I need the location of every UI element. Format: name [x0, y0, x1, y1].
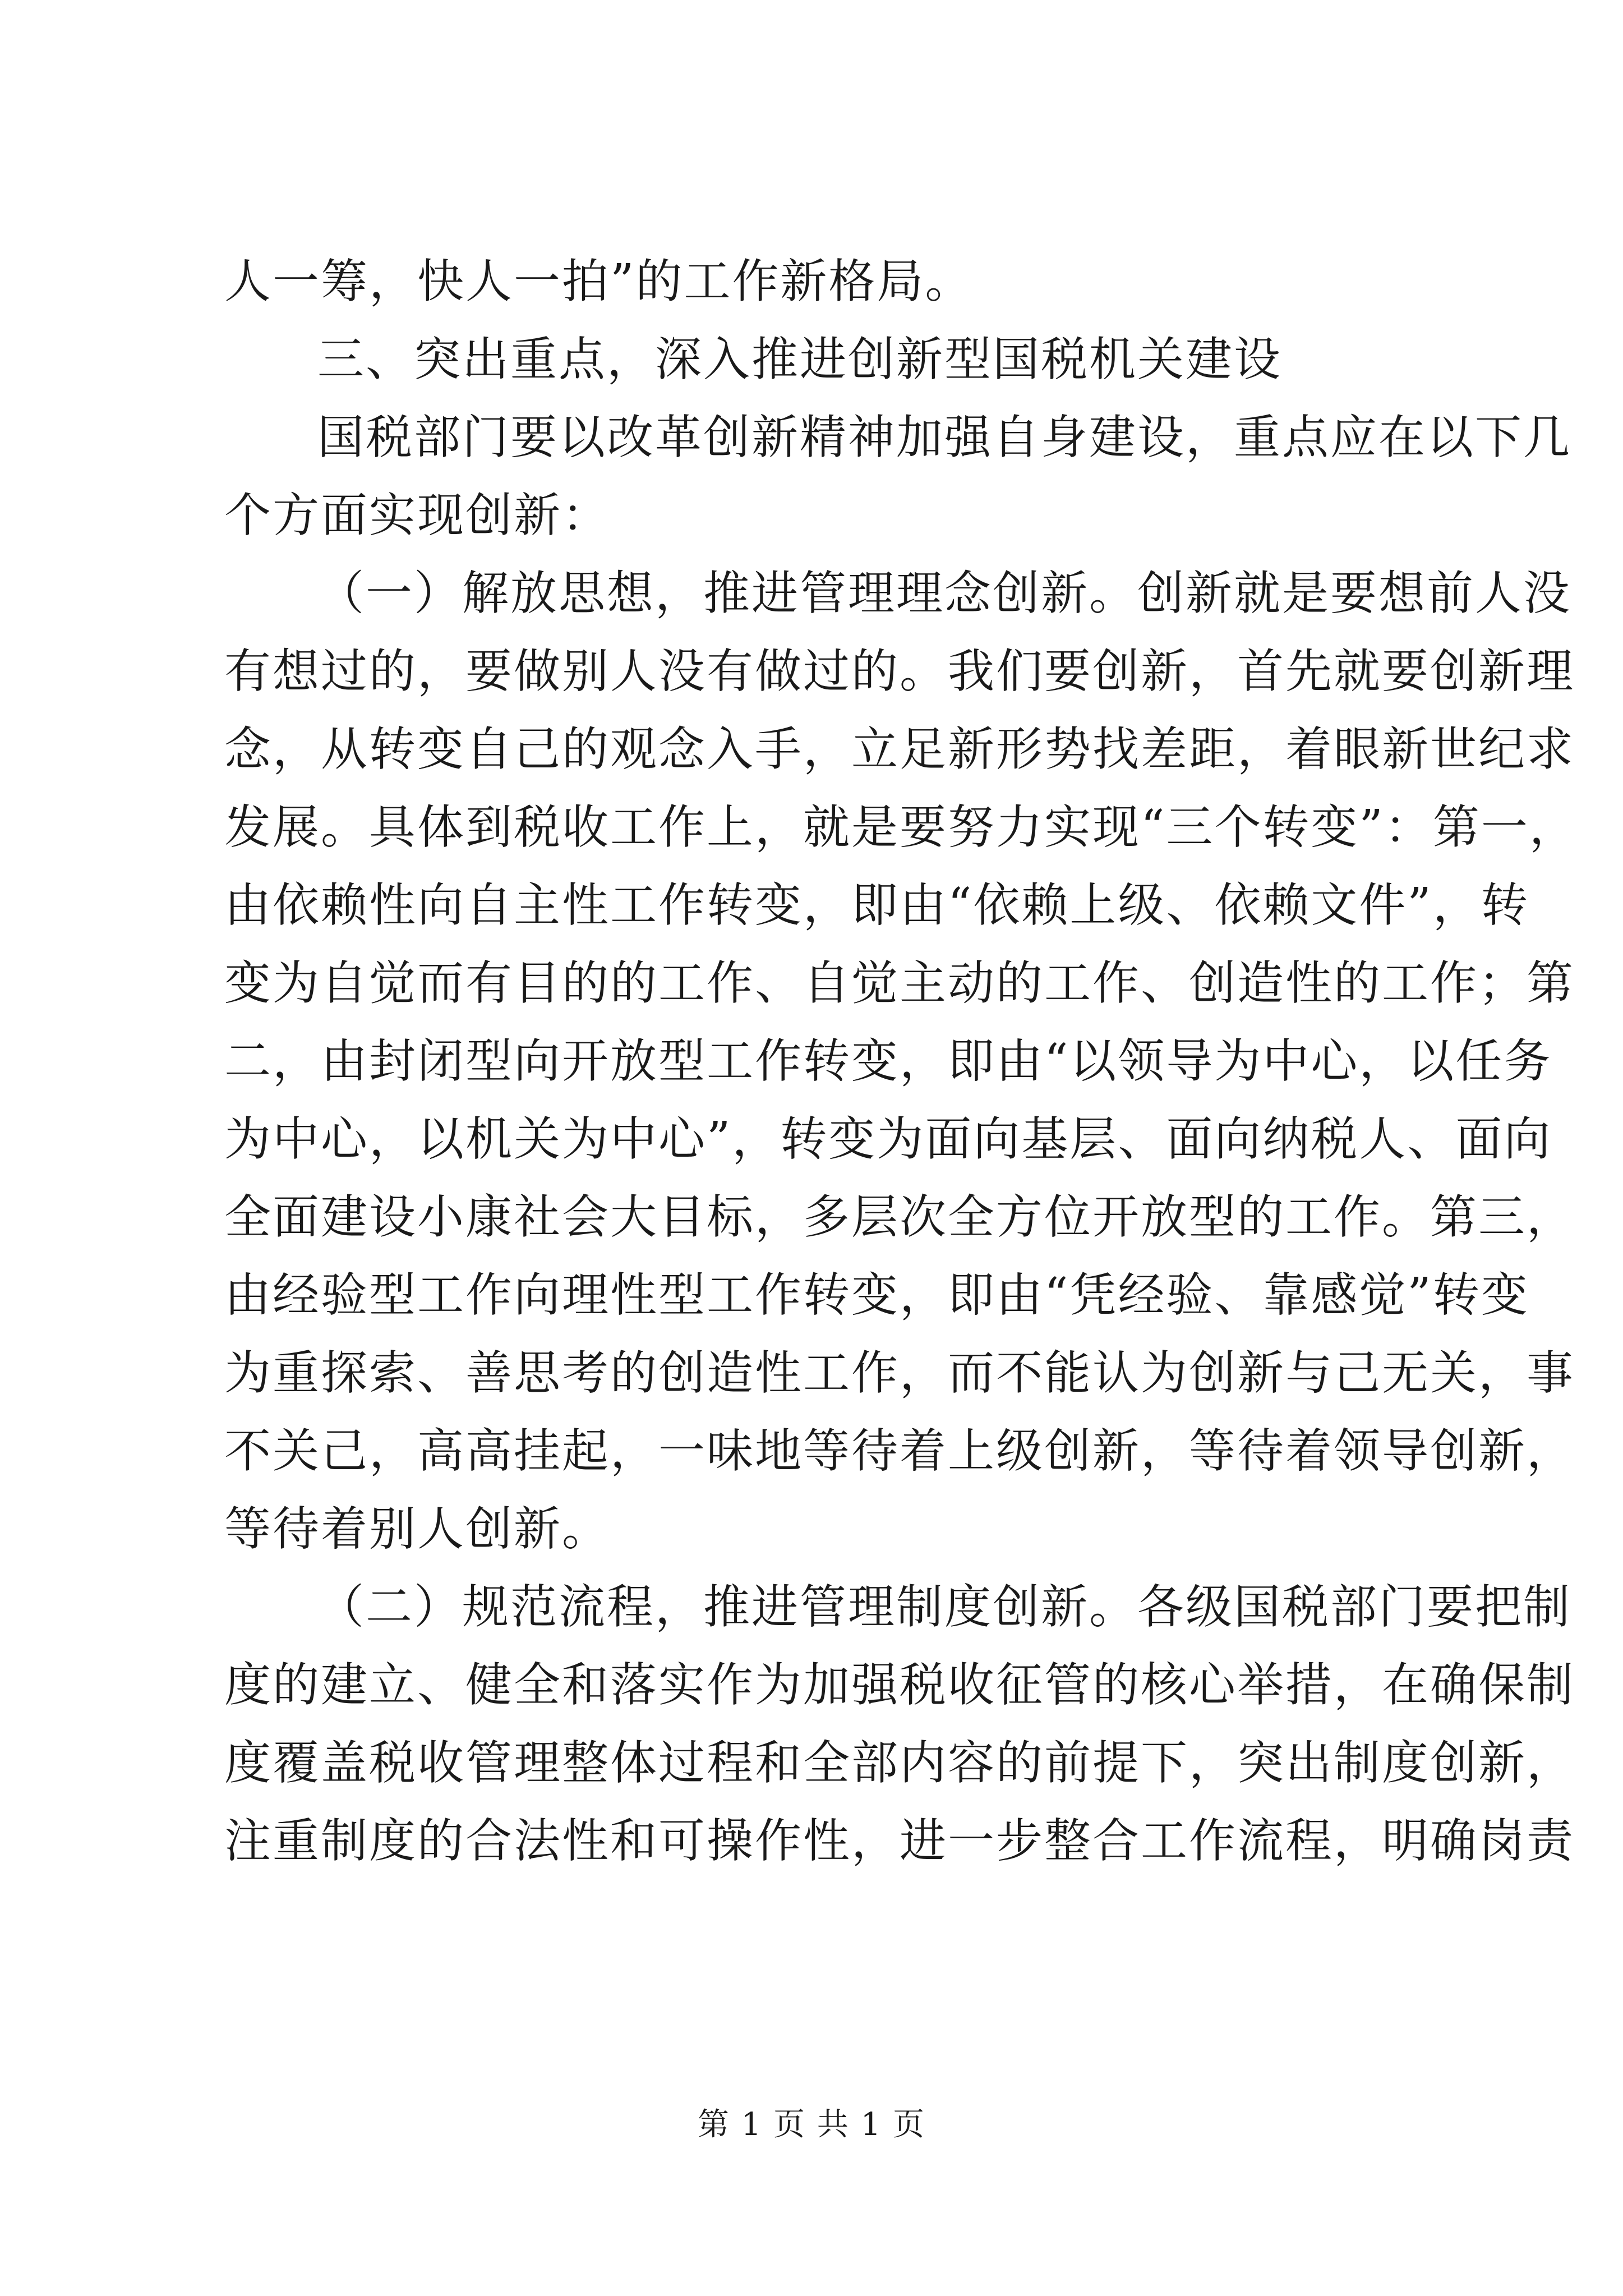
text-line: 不关己，高高挂起，一味地等待着上级创新，等待着领导创新，	[224, 1424, 1575, 1478]
text-line: 度覆盖税收管理整体过程和全部内容的前提下，突出制度创新，	[224, 1736, 1575, 1790]
text-line: 国税部门要以改革创新精神加强自身建设，重点应在以下几	[317, 410, 1571, 464]
page-number-footer: 第 1 页 共 1 页	[697, 2106, 926, 2143]
text-line: 有想过的，要做别人没有做过的。我们要创新，首先就要创新理	[224, 644, 1575, 698]
text-line: 变为自觉而有目的的工作、自觉主动的工作、创造性的工作；第	[224, 956, 1575, 1010]
text-line: 人一筹，快人一拍”的工作新格局。	[224, 254, 974, 309]
text-line: （一）解放思想，推进管理理念创新。创新就是要想前人没	[317, 566, 1571, 620]
text-line: 由依赖性向自主性工作转变，即由“依赖上级、依赖文件”，转	[224, 878, 1529, 932]
text-line: 个方面实现创新：	[224, 488, 610, 542]
text-line: 度的建立、健全和落实作为加强税收征管的核心举措，在确保制	[224, 1658, 1575, 1712]
section-heading: 三、突出重点，深入推进创新型国税机关建设	[317, 332, 1282, 386]
text-line: 为重探索、善思考的创造性工作，而不能认为创新与己无关，事	[224, 1346, 1575, 1400]
text-line: 由经验型工作向理性型工作转变，即由“凭经验、靠感觉”转变	[224, 1268, 1529, 1322]
text-line: （二）规范流程，推进管理制度创新。各级国税部门要把制	[317, 1580, 1571, 1634]
document-body	[224, 242, 1578, 1880]
text-line: 注重制度的合法性和可操作性，进一步整合工作流程，明确岗责	[224, 1814, 1575, 1868]
text-line: 二，由封闭型向开放型工作转变，即由“以领导为中心，以任务	[224, 1034, 1552, 1088]
text-line: 等待着别人创新。	[224, 1502, 610, 1556]
text-line: 全面建设小康社会大目标，多层次全方位开放型的工作。第三，	[224, 1190, 1575, 1244]
text-line: 念，从转变自己的观念入手，立足新形势找差距，着眼新世纪求	[224, 722, 1575, 776]
text-line: 发展。具体到税收工作上，就是要努力实现“三个转变”：第一，	[224, 800, 1578, 854]
text-line: 为中心，以机关为中心”，转变为面向基层、面向纳税人、面向	[224, 1112, 1552, 1166]
